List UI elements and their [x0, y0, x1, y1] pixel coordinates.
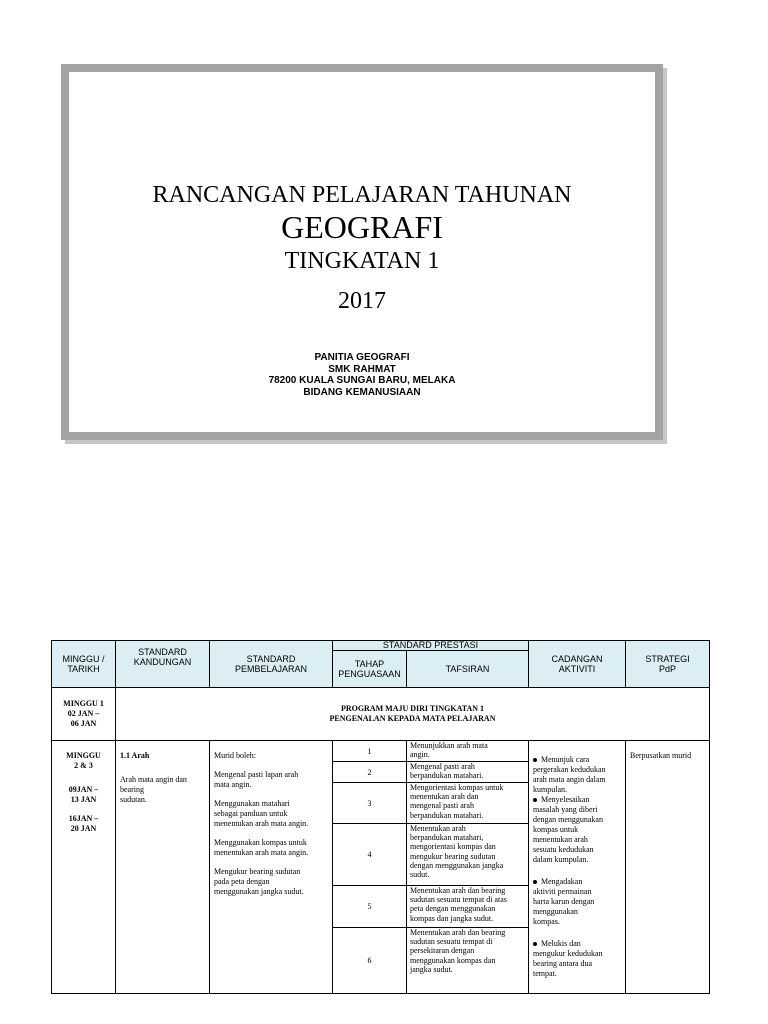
kandungan-title: 1.1 Arah [120, 751, 150, 760]
cadangan-text: mengukur kedudukan [533, 949, 603, 958]
cadangan-cell [529, 741, 626, 994]
tafsiran-text: Menentukan arah dan bearing [410, 886, 506, 895]
header-text: CADANGAN [551, 654, 603, 664]
info-line: BIDANG KEMANUSIAAN [303, 386, 421, 398]
minggu-date: 09JAN – [68, 785, 99, 794]
tafsiran-text: sudutan sesuatu tempat di atas [410, 895, 507, 905]
pembelajaran-text: Menggunakan matahari [214, 799, 290, 808]
pembelajaran-text: Mengukur bearing sudutan [214, 867, 301, 876]
info-line: 78200 KUALA SUNGAI BARU, MELAKA [268, 375, 456, 386]
pembelajaran-text: Murid boleh: [214, 751, 256, 760]
bullet-icon [533, 798, 537, 802]
minggu-text: 02 JAN – [67, 709, 100, 718]
tafsiran-text: mengenal pasti arah [410, 801, 474, 811]
tafsiran-text: berpandukan matahari. [410, 810, 484, 820]
tafsiran-text: Menentukan arah [410, 824, 466, 833]
header-cadangan [529, 641, 626, 688]
cadangan-text: kompas. [533, 917, 560, 926]
cadangan-text: harta karun dengan [533, 897, 595, 906]
minggu-text: 06 JAN [70, 719, 97, 728]
kandungan-text: sudutan. [120, 795, 147, 804]
tafsiran-text: persekitaran dengan [410, 946, 475, 956]
tahap-cell: 5 [333, 886, 407, 928]
cadangan-text: pergerakan kedudukan [533, 765, 606, 774]
minggu-text: 2 & 3 [74, 761, 93, 770]
cover-title: RANCANGAN PELAJARAN TAHUNAN [152, 182, 572, 208]
info-line: SMK RAHMAT [328, 363, 396, 375]
tafsiran-text: kompas dan jangka sudut. [410, 913, 494, 923]
tafsiran-text: jangka sudut. [410, 964, 453, 974]
program-text: PROGRAM MAJU DIRI TINGKATAN 1 [340, 704, 485, 713]
header-tafsiran: TAFSIRAN [407, 651, 529, 688]
tafsiran-cell [407, 824, 529, 886]
header-text: TARIKH [67, 664, 100, 674]
strategi-cell: Berpusatkan murid [626, 741, 710, 994]
info-line: PANITIA GEOGRAFI [314, 352, 410, 363]
tafsiran-text: mengukur bearing sudutan [410, 851, 496, 861]
pembelajaran-text: sebagai panduan untuk [214, 809, 288, 818]
tafsiran-text: angin. [410, 750, 430, 760]
cadangan-text: aktiviti permainan [533, 887, 592, 896]
pembelajaran-text: Mengenal pasti lapan arah [214, 770, 299, 779]
tafsiran-cell [407, 886, 529, 928]
cover-info [69, 352, 655, 398]
tahap-cell: 1 [333, 741, 407, 762]
header-standard-pembelajaran [210, 641, 333, 688]
tahap-cell: 2 [333, 762, 407, 783]
cadangan-text: sesuatu kedudukan [533, 845, 594, 854]
kandungan-text: bearing [120, 785, 144, 794]
tafsiran-text: sudutan sesuatu tempat di [410, 937, 493, 947]
header-minggu [52, 641, 116, 688]
header-text: STRATEGI [645, 654, 690, 664]
tafsiran-text: peta dengan menggunakan [410, 904, 496, 914]
tafsiran-text: Menentukan arah dan bearing [410, 928, 506, 937]
bullet-icon [533, 880, 537, 884]
bullet-icon [533, 942, 537, 946]
tafsiran-text: menggunakan kompas dan [410, 955, 496, 965]
minggu-date: 13 JAN [70, 795, 97, 804]
tafsiran-text: berpandukan matahari. [410, 771, 484, 781]
header-strategi [626, 641, 710, 688]
header-text: AKTIVITI [558, 664, 596, 674]
minggu-date: 20 JAN [70, 824, 97, 833]
table-row [52, 688, 710, 741]
tafsiran-cell [407, 741, 529, 762]
tafsiran-text: mengorientasi kompas dan [410, 842, 496, 852]
cadangan-text: masalah yang diberi [533, 805, 598, 814]
tafsiran-text: dengan menggunakan jangka [410, 860, 504, 870]
header-tahap [333, 651, 407, 688]
pembelajaran-text: pada peta dengan [214, 877, 270, 886]
tafsiran-text: Mengenal pasti arah [410, 762, 475, 771]
tafsiran-cell [407, 783, 529, 824]
header-standard-prestasi: STANDARD PRESTASI [333, 641, 529, 651]
header-text: STANDARD [138, 647, 187, 657]
header-text: TAHAP [354, 659, 385, 669]
cadangan-text: dengan menggunakan [533, 815, 603, 824]
header-text: MINGGU / [62, 654, 105, 664]
cadangan-text: menggunakan [533, 907, 578, 916]
cadangan-text: Menyelesaikan [541, 795, 590, 804]
pembelajaran-text: mata angin. [214, 780, 252, 789]
minggu-cell [52, 688, 116, 741]
cadangan-text: tempat. [533, 969, 557, 978]
cadangan-text: Melukis dan [541, 939, 581, 948]
header-text: KANDUNGAN [133, 657, 192, 667]
cadangan-text: kompas untuk [533, 825, 579, 834]
tahap-cell: 3 [333, 783, 407, 824]
minggu-cell [52, 741, 116, 994]
pembelajaran-text: menggunakan jangka sudut. [214, 887, 304, 896]
pembelajaran-text: menentukan arah mata angin. [214, 819, 309, 828]
program-text: PENGENALAN KEPADA MATA PELAJARAN [329, 714, 496, 723]
tafsiran-text: sudut. [410, 870, 430, 880]
pembelajaran-text: menentukan arah mata angin. [214, 848, 309, 857]
bullet-icon [533, 758, 537, 762]
kandungan-text: Arah mata angin dan [120, 775, 187, 784]
cadangan-text: Menunjuk cara [541, 755, 590, 764]
header-row [52, 641, 710, 651]
tafsiran-cell [407, 762, 529, 783]
cadangan-item [533, 939, 621, 949]
kandungan-cell [116, 741, 210, 994]
table-row [52, 741, 710, 762]
tafsiran-text: menentukan arah dan [410, 792, 479, 802]
tahap-cell: 6 [333, 928, 407, 994]
minggu-text: MINGGU [66, 751, 101, 760]
minggu-date: 16JAN – [68, 814, 99, 823]
tafsiran-text: berpandukan matahari, [410, 833, 484, 843]
header-text: PENGUASAAN [338, 669, 401, 679]
cadangan-item [533, 795, 621, 805]
cover-inner [69, 72, 655, 432]
cover-box [61, 64, 663, 440]
tahap-cell: 4 [333, 824, 407, 886]
cadangan-text: Mengadakan [541, 877, 583, 886]
tafsiran-cell [407, 928, 529, 994]
lesson-plan-table [51, 640, 710, 994]
program-cell [116, 688, 710, 741]
cover-subject: GEOGRAFI [281, 209, 443, 245]
header-text: PdP [658, 664, 676, 674]
cover-form: TINGKATAN 1 [284, 248, 440, 274]
header-text: PEMBELAJARAN [234, 664, 308, 674]
header-standard-kandungan [116, 641, 210, 688]
tafsiran-text: Mengorientasi kompas untuk [410, 783, 504, 792]
cadangan-item [533, 877, 621, 887]
cadangan-item [533, 755, 621, 765]
cover-year: 2017 [338, 288, 386, 314]
minggu-text: MINGGU 1 [63, 699, 104, 708]
cadangan-text: menentukan arah [533, 835, 588, 844]
cadangan-text: bearing antara dua [533, 959, 593, 968]
pembelajaran-cell [210, 741, 333, 994]
tafsiran-text: Menunjukkan arah mata [410, 741, 488, 750]
pembelajaran-text: Menggunakan kompas untuk [214, 838, 307, 847]
cadangan-text: kumpulan. [533, 785, 567, 794]
header-text: STANDARD [246, 654, 296, 664]
cadangan-text: dalam kumpulan. [533, 855, 589, 864]
cadangan-text: arah mata angin dalam [533, 775, 606, 784]
